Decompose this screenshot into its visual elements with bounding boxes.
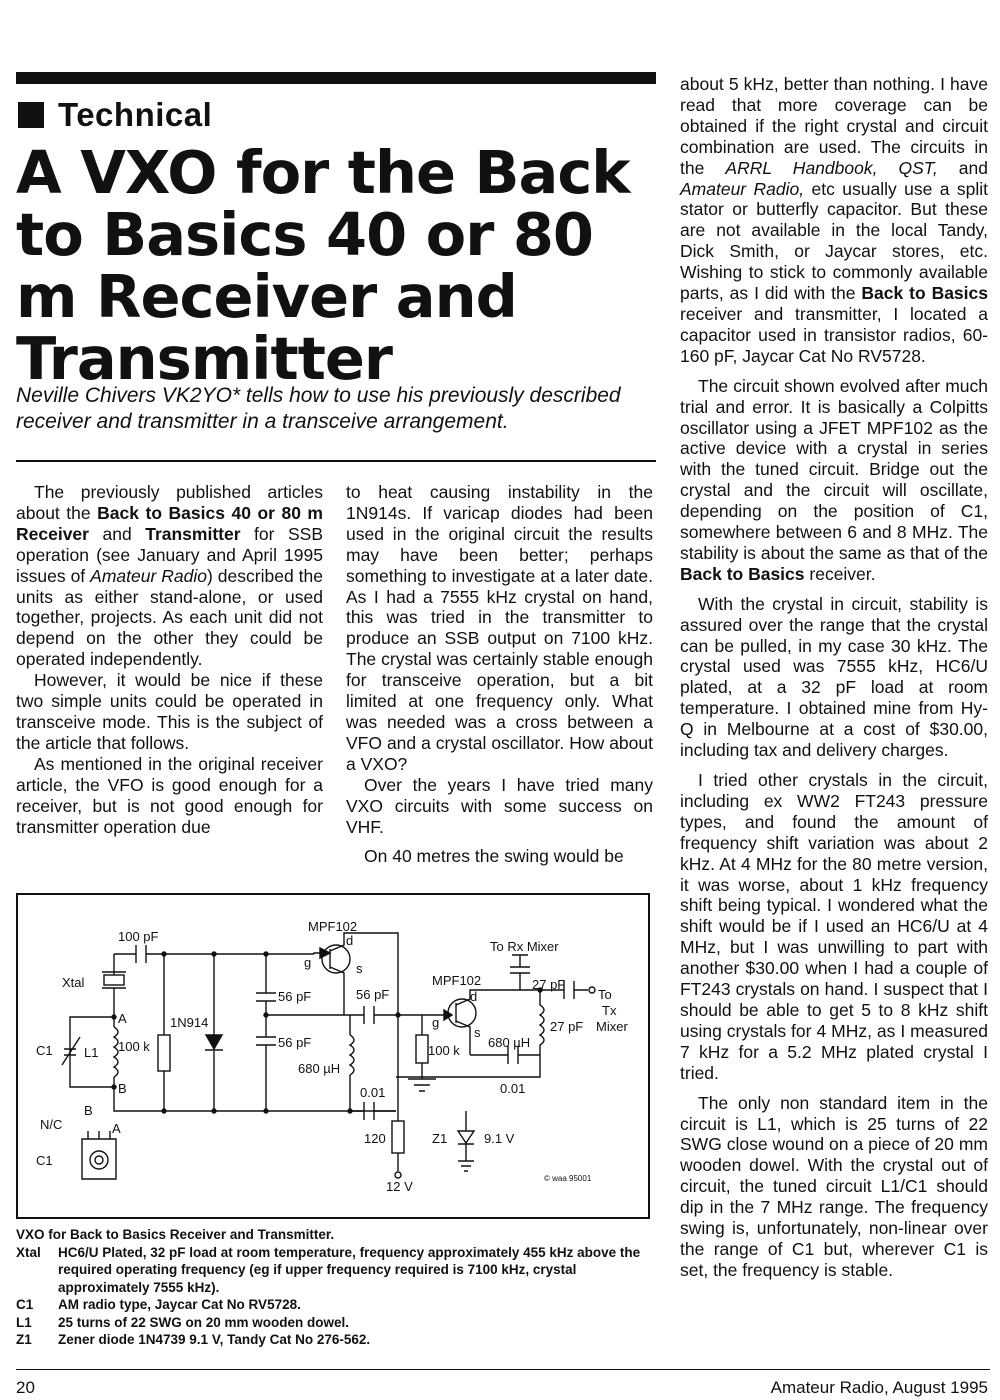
svg-text:12 V: 12 V bbox=[386, 1179, 413, 1194]
article-subtitle: Neville Chivers VK2YO* tells how to use his previously described receiver and transmitter in a transceive arrangement. bbox=[16, 384, 621, 433]
svg-text:56 pF: 56 pF bbox=[356, 987, 390, 1002]
paragraph: I tried other crystals in the circuit, including ex WW2 FT243 pressure types, and found the amount of frequency shift variation was about 2 kHz. At 4 MHz for the 80 metre version, it was worse, about 1 kHz frequency shift being typical. I wondered what the shift would be if I used an HC6/U at 4 MHz, but I was unwilling to part with another $30.00 when I had a couple of FT243 crystals on hand. I suspect that I should be able to get 5 to 8 kHz shift using crystals for 4 MHz, as I measured 7 kHz for a 5.2 MHz plated crystal I tried. bbox=[680, 770, 988, 1083]
svg-text:680 µH: 680 µH bbox=[488, 1035, 531, 1050]
svg-text:27 pF: 27 pF bbox=[532, 977, 566, 992]
svg-text:g: g bbox=[304, 955, 312, 970]
svg-text:0.01: 0.01 bbox=[500, 1081, 526, 1096]
caption-item: Xtal HC6/U Plated, 32 pF load at room temperature, frequency approximately 455 kHz above the required operating frequency (eg if upper frequency required is 7100 kHz, crystal approximately 7555 kHz). bbox=[16, 1244, 641, 1295]
square-bullet-icon bbox=[18, 102, 44, 128]
svg-text:100 k: 100 k bbox=[118, 1039, 150, 1054]
svg-text:27 pF: 27 pF bbox=[550, 1019, 584, 1034]
caption-item: C1 AM radio type, Jaycar Cat No RV5728. bbox=[16, 1297, 301, 1312]
paragraph: On 40 metres the swing would be bbox=[364, 846, 624, 867]
svg-text:Z1: Z1 bbox=[432, 1131, 448, 1146]
paragraph: With the crystal in circuit, stability is assured over the range that the crystal can be pulled, in my case 30 kHz. The crystal used was 7555 kHz, HC6/U plated, at a 32 pF load at room temperature. I obtained mine from Hy-Q in Melbourne at a cost of $30.00, including tax and delivery charges. bbox=[680, 593, 988, 761]
column-3 bbox=[680, 74, 988, 1281]
svg-text:100 k: 100 k bbox=[428, 1043, 460, 1058]
svg-text:56 pF: 56 pF bbox=[278, 989, 312, 1004]
svg-text:Tx: Tx bbox=[602, 1003, 617, 1018]
issue-line: Amateur Radio, August 1995 bbox=[770, 1378, 988, 1397]
svg-text:B: B bbox=[84, 1103, 93, 1118]
schematic-drawing bbox=[18, 895, 648, 1217]
svg-text:MPF102: MPF102 bbox=[432, 973, 482, 988]
label-mpf102-1: MPF102 bbox=[308, 919, 358, 934]
section-label: Technical bbox=[58, 96, 213, 133]
svg-text:56 pF: 56 pF bbox=[278, 1035, 312, 1050]
top-rule bbox=[16, 72, 656, 84]
svg-text:Xtal: Xtal bbox=[62, 975, 85, 990]
footer-rule bbox=[16, 1369, 990, 1370]
svg-text:To: To bbox=[598, 987, 612, 1002]
section-heading bbox=[18, 96, 212, 134]
svg-text:1N914: 1N914 bbox=[170, 1015, 209, 1030]
paragraph: As mentioned in the original receiver article, the VFO is good enough for a receiver, but is not good enough for transmitter operation due bbox=[16, 753, 323, 837]
figure-caption bbox=[16, 1226, 656, 1349]
svg-text:9.1 V: 9.1 V bbox=[484, 1131, 515, 1146]
svg-text:120: 120 bbox=[364, 1131, 386, 1146]
caption-heading: VXO for Back to Basics Receiver and Transmitter. bbox=[16, 1227, 335, 1242]
column-1 bbox=[16, 482, 323, 837]
svg-text:s: s bbox=[474, 1025, 481, 1040]
paragraph: about 5 kHz, better than nothing. I have read that more coverage can be obtained if the right crystal and circuit combination are used. The circuits in the ARRL Handbook, QST, and Amateur Radio, etc usually use a split stator or butterfly capacitor. But these are not available in the local Tandy, Dick Smith, or Jaycar stores, etc. Wishing to stick to commonly available parts, as I did with the Back to Basics receiver and transmitter, I located a capacitor used in transistor radios, 60-160 pF, Jaycar Cat No RV5728. bbox=[680, 74, 989, 366]
svg-text:d: d bbox=[346, 933, 354, 948]
svg-text:To Rx Mixer: To Rx Mixer bbox=[490, 939, 559, 954]
page-number: 20 bbox=[16, 1378, 35, 1397]
paragraph: However, it would be nice if these two simple units could be operated in transceive mode. This is the subject of the article that follows. bbox=[16, 670, 323, 753]
svg-text:B: B bbox=[118, 1081, 127, 1096]
caption-item: Z1 Zener diode 1N4739 9.1 V, Tandy Cat No 276-562. bbox=[16, 1332, 371, 1347]
column-2 bbox=[346, 482, 653, 867]
paragraph: Over the years I have tried many VXO circuits with some success on VHF. bbox=[346, 774, 653, 837]
svg-text:680 µH: 680 µH bbox=[298, 1061, 341, 1076]
svg-text:100 pF: 100 pF bbox=[118, 929, 159, 944]
svg-text:d: d bbox=[470, 989, 478, 1004]
caption-item: L1 25 turns of 22 SWG on 20 mm wooden dowel. bbox=[16, 1314, 350, 1330]
article-title: A VXO for the Back to Basics 40 or 80 m Receiver and Transmitter bbox=[16, 138, 630, 393]
svg-text:A: A bbox=[118, 1011, 127, 1026]
paragraph: The circuit shown evolved after much trial and error. It is basically a Colpitts oscillator using a JFET MPF102 as the active device with a crystal in series with the tuned circuit. Bridge out the crystal and the circuit will oscillate, depending on the position of C1, somewhere between 6 and 8 MHz. The stability is about the same as that of the Back to Basics receiver. bbox=[680, 375, 988, 584]
subtitle-rule bbox=[16, 460, 656, 462]
svg-text:C1: C1 bbox=[36, 1153, 53, 1168]
svg-text:0.01: 0.01 bbox=[360, 1085, 386, 1100]
svg-text:C1: C1 bbox=[36, 1043, 53, 1058]
svg-text:A: A bbox=[112, 1121, 121, 1136]
svg-text:s: s bbox=[356, 961, 363, 976]
svg-text:© waa 95001: © waa 95001 bbox=[544, 1174, 592, 1183]
svg-text:N/C: N/C bbox=[40, 1117, 63, 1132]
paragraph: The previously published articles about the Back to Basics 40 or 80 m Receiver and Transmitter for SSB operation (see January and April 1995 issues of Amateur Radio) described the units as either stand-alone, or used together, projects. As each unit did not depend on the other they could be operated independently. bbox=[16, 482, 323, 670]
svg-text:g: g bbox=[432, 1015, 440, 1030]
paragraph: to heat causing instability in the 1N914s. If varicap diodes had been used in the original circuit the results may have been better; perhaps something to investigate at a later date. As I had a 7555 kHz crystal on hand, this was tried in the transmitter to produce an SSB output on 7100 kHz. The crystal was certainly stable enough for transceive operation, but a bit limited at one frequency only. What was needed was a cross between a VFO and a crystal oscillator. How about a VXO? bbox=[346, 482, 653, 774]
vxo-schematic bbox=[16, 893, 650, 1219]
svg-text:L1: L1 bbox=[84, 1045, 99, 1060]
paragraph: The only non standard item in the circuit is L1, which is 25 turns of 22 SWG close wound on a piece of 20 mm wooden dowel. With the crystal out of circuit, the tuned circuit L1/C1 should dip in the 7 MHz range. The frequency swing is, unfortunately, non-linear over the range of C1 but, wherever C1 is set, the frequency is stable. bbox=[680, 1092, 988, 1280]
svg-text:Mixer: Mixer bbox=[596, 1019, 628, 1034]
